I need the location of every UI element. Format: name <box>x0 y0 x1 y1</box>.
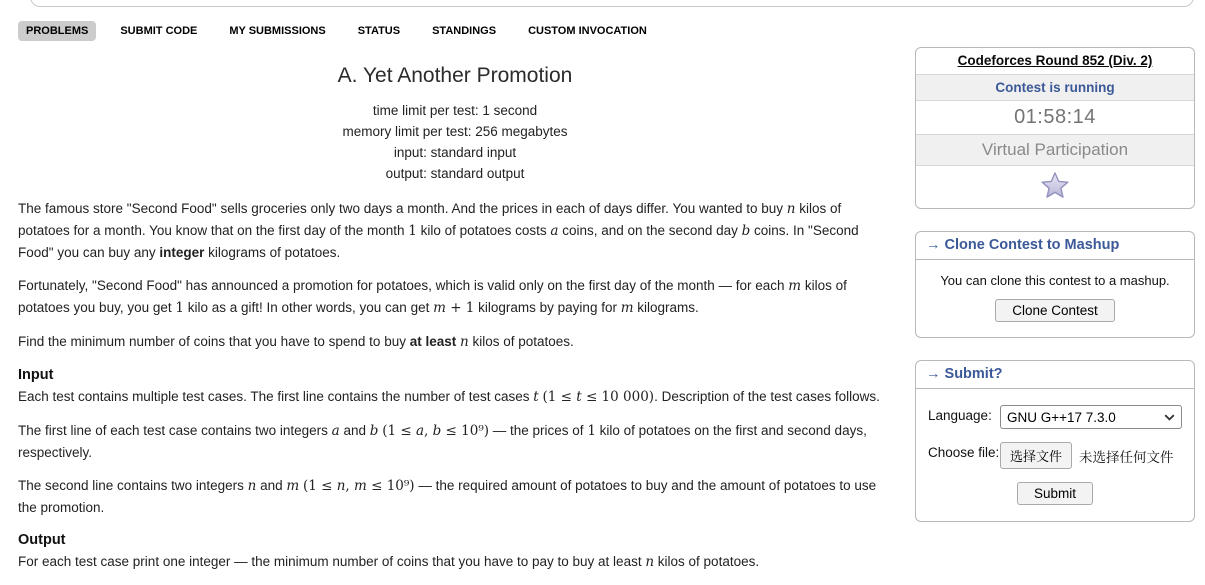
math-fragment: a <box>415 423 424 439</box>
contest-tab[interactable]: STANDINGS <box>432 25 497 37</box>
chevron-down-icon <box>1164 414 1175 421</box>
math-fragment: m <box>433 300 446 316</box>
text-fragment: kilo of potatoes on the first and second days, respectively. <box>18 423 867 460</box>
problem-limit-line: output: standard output <box>385 166 525 181</box>
contest-status: Contest is running <box>916 75 1194 101</box>
math-fragment: b <box>432 423 442 439</box>
math-fragment: n <box>247 478 257 494</box>
output-section-header: Output <box>18 532 66 548</box>
text-fragment: Each test contains multiple test cases. The first line contains the number of test cases <box>18 389 534 404</box>
favorite-star-row <box>916 166 1194 208</box>
clone-contest-button[interactable]: Clone Contest <box>995 299 1115 322</box>
text-fragment: kilo of potatoes costs <box>416 223 551 238</box>
input-section-header: Input <box>18 367 54 383</box>
problem-legend <box>18 198 892 353</box>
submit-button[interactable]: Submit <box>1017 482 1093 505</box>
math-fragment: n <box>460 334 469 350</box>
clone-description: You can clone this contest to a mashup. <box>940 273 1170 288</box>
contest-tab[interactable]: CUSTOM INVOCATION <box>528 25 647 37</box>
text-fragment: Fortunately, "Second Food" has announced a promotion for potatoes, which is valid only on the first day of the month — for each <box>18 278 789 293</box>
page-header-divider <box>30 0 1194 7</box>
submit-box <box>915 360 1195 522</box>
math-fragment: 1 <box>408 223 417 239</box>
text-fragment: kilos of potatoes. <box>468 334 574 349</box>
statement-paragraph <box>18 331 892 353</box>
problem-title: A. Yet Another Promotion <box>337 64 573 87</box>
math-fragment: ≤ 10⁹) <box>366 478 415 494</box>
text-fragment: at least <box>409 334 457 349</box>
text-fragment: kilograms of potatoes. <box>204 245 341 260</box>
text-fragment: kilograms. <box>633 300 699 315</box>
text-fragment: The famous store "Second Food" sells groceries only two days a month. And the prices in each of days differ. You wanted to buy <box>18 201 787 216</box>
sidebar <box>915 47 1195 544</box>
contest-tabbar <box>18 21 655 41</box>
choose-file-row <box>928 442 1182 469</box>
output-paragraph <box>18 551 892 573</box>
math-fragment: t <box>533 389 539 405</box>
problem-limit-line: input: standard input <box>393 145 517 160</box>
contest-tab[interactable]: STATUS <box>357 25 401 37</box>
choose-file-button[interactable]: 选择文件 <box>1000 442 1072 469</box>
math-fragment: a <box>550 223 559 239</box>
math-fragment: n <box>336 478 346 494</box>
math-fragment: + 1 <box>445 300 475 316</box>
text-fragment: kilo as a gift! In other words, you can get <box>183 300 434 315</box>
math-fragment: b <box>369 423 379 439</box>
clone-contest-box <box>915 231 1195 338</box>
virtual-participation-label: Virtual Participation <box>916 135 1194 166</box>
math-fragment: n <box>786 201 796 217</box>
text-fragment: coins. In "Second Food" you can buy any <box>18 223 859 260</box>
contest-tab[interactable]: MY SUBMISSIONS <box>229 25 326 37</box>
math-fragment: 1 <box>587 423 596 439</box>
math-fragment: a <box>331 423 340 439</box>
text-fragment: coins, and on the second day <box>558 223 742 238</box>
math-fragment: n <box>645 554 655 570</box>
text-fragment: — the required amount of potatoes to buy and the amount of potatoes to use the promotion. <box>18 478 877 515</box>
problem-limits <box>18 100 892 184</box>
text-fragment: kilograms by paying for <box>474 300 621 315</box>
text-fragment: kilos of potatoes. <box>654 554 760 569</box>
text-fragment: — the prices of <box>489 423 588 438</box>
favorite-star-icon[interactable] <box>1040 171 1070 199</box>
output-specification <box>18 551 892 573</box>
clone-box-body <box>916 260 1194 337</box>
submit-form <box>916 389 1194 521</box>
math-fragment: t <box>576 389 582 405</box>
text-fragment: and <box>256 478 287 493</box>
contest-countdown-timer: 01:58:14 <box>916 101 1194 135</box>
input-paragraph <box>18 475 892 518</box>
clone-box-header: → Clone Contest to Mashup <box>916 232 1194 260</box>
math-fragment: 1 <box>175 300 184 316</box>
contest-name-row <box>916 48 1194 75</box>
statement-paragraph <box>18 275 892 319</box>
math-fragment: m <box>788 278 802 294</box>
contest-name-link[interactable]: Codeforces Round 852 (Div. 2) <box>957 53 1153 68</box>
math-fragment: ≤ 10⁹) <box>441 423 490 439</box>
language-row <box>928 405 1182 429</box>
text-fragment: kilos of potatoes you buy, you get <box>18 278 847 315</box>
contest-tab[interactable]: PROBLEMS <box>18 21 96 41</box>
input-paragraph <box>18 386 892 408</box>
language-label: Language: <box>928 408 992 423</box>
math-fragment: m <box>286 478 300 494</box>
problem-limit-line: time limit per test: 1 second <box>372 103 538 118</box>
math-fragment: b <box>741 223 751 239</box>
submit-row <box>928 482 1182 505</box>
math-fragment: m <box>620 300 634 316</box>
math-fragment: m <box>354 478 367 494</box>
text-fragment: kilos of potatoes for a month. You know that on the first day of the month <box>18 201 842 238</box>
file-status-text: 未选择任何文件 <box>1079 449 1174 465</box>
text-fragment: Find the minimum number of coins that you have to spend to buy <box>18 334 410 349</box>
statement-paragraph <box>18 198 892 263</box>
submit-box-header: → Submit? <box>916 361 1194 389</box>
language-select[interactable] <box>1000 405 1182 429</box>
math-fragment: (1 ≤ <box>542 389 577 405</box>
contest-info-box <box>915 47 1195 209</box>
contest-tab[interactable]: SUBMIT CODE <box>120 25 198 37</box>
text-fragment: integer <box>159 245 205 260</box>
input-paragraph <box>18 420 892 463</box>
problem-statement-panel <box>18 64 892 585</box>
text-fragment: . Description of the test cases follows. <box>654 389 880 404</box>
math-fragment: (1 ≤ <box>302 478 337 494</box>
text-fragment: and <box>339 423 370 438</box>
input-specification <box>18 386 892 518</box>
math-fragment: (1 ≤ <box>382 423 416 439</box>
choose-file-label: Choose file: <box>928 445 1000 460</box>
math-fragment: , <box>345 478 354 494</box>
math-fragment: , <box>424 423 433 439</box>
language-selected-value: GNU G++17 7.3.0 <box>1007 409 1116 425</box>
text-fragment: The first line of each test case contains two integers <box>18 423 332 438</box>
problem-limit-line: memory limit per test: 256 megabytes <box>342 124 568 139</box>
text-fragment: For each test case print one integer — the minimum number of coins that you have to pay to buy at least <box>18 554 646 569</box>
math-fragment: ≤ 10 000) <box>581 389 655 405</box>
text-fragment: The second line contains two integers <box>18 478 248 493</box>
